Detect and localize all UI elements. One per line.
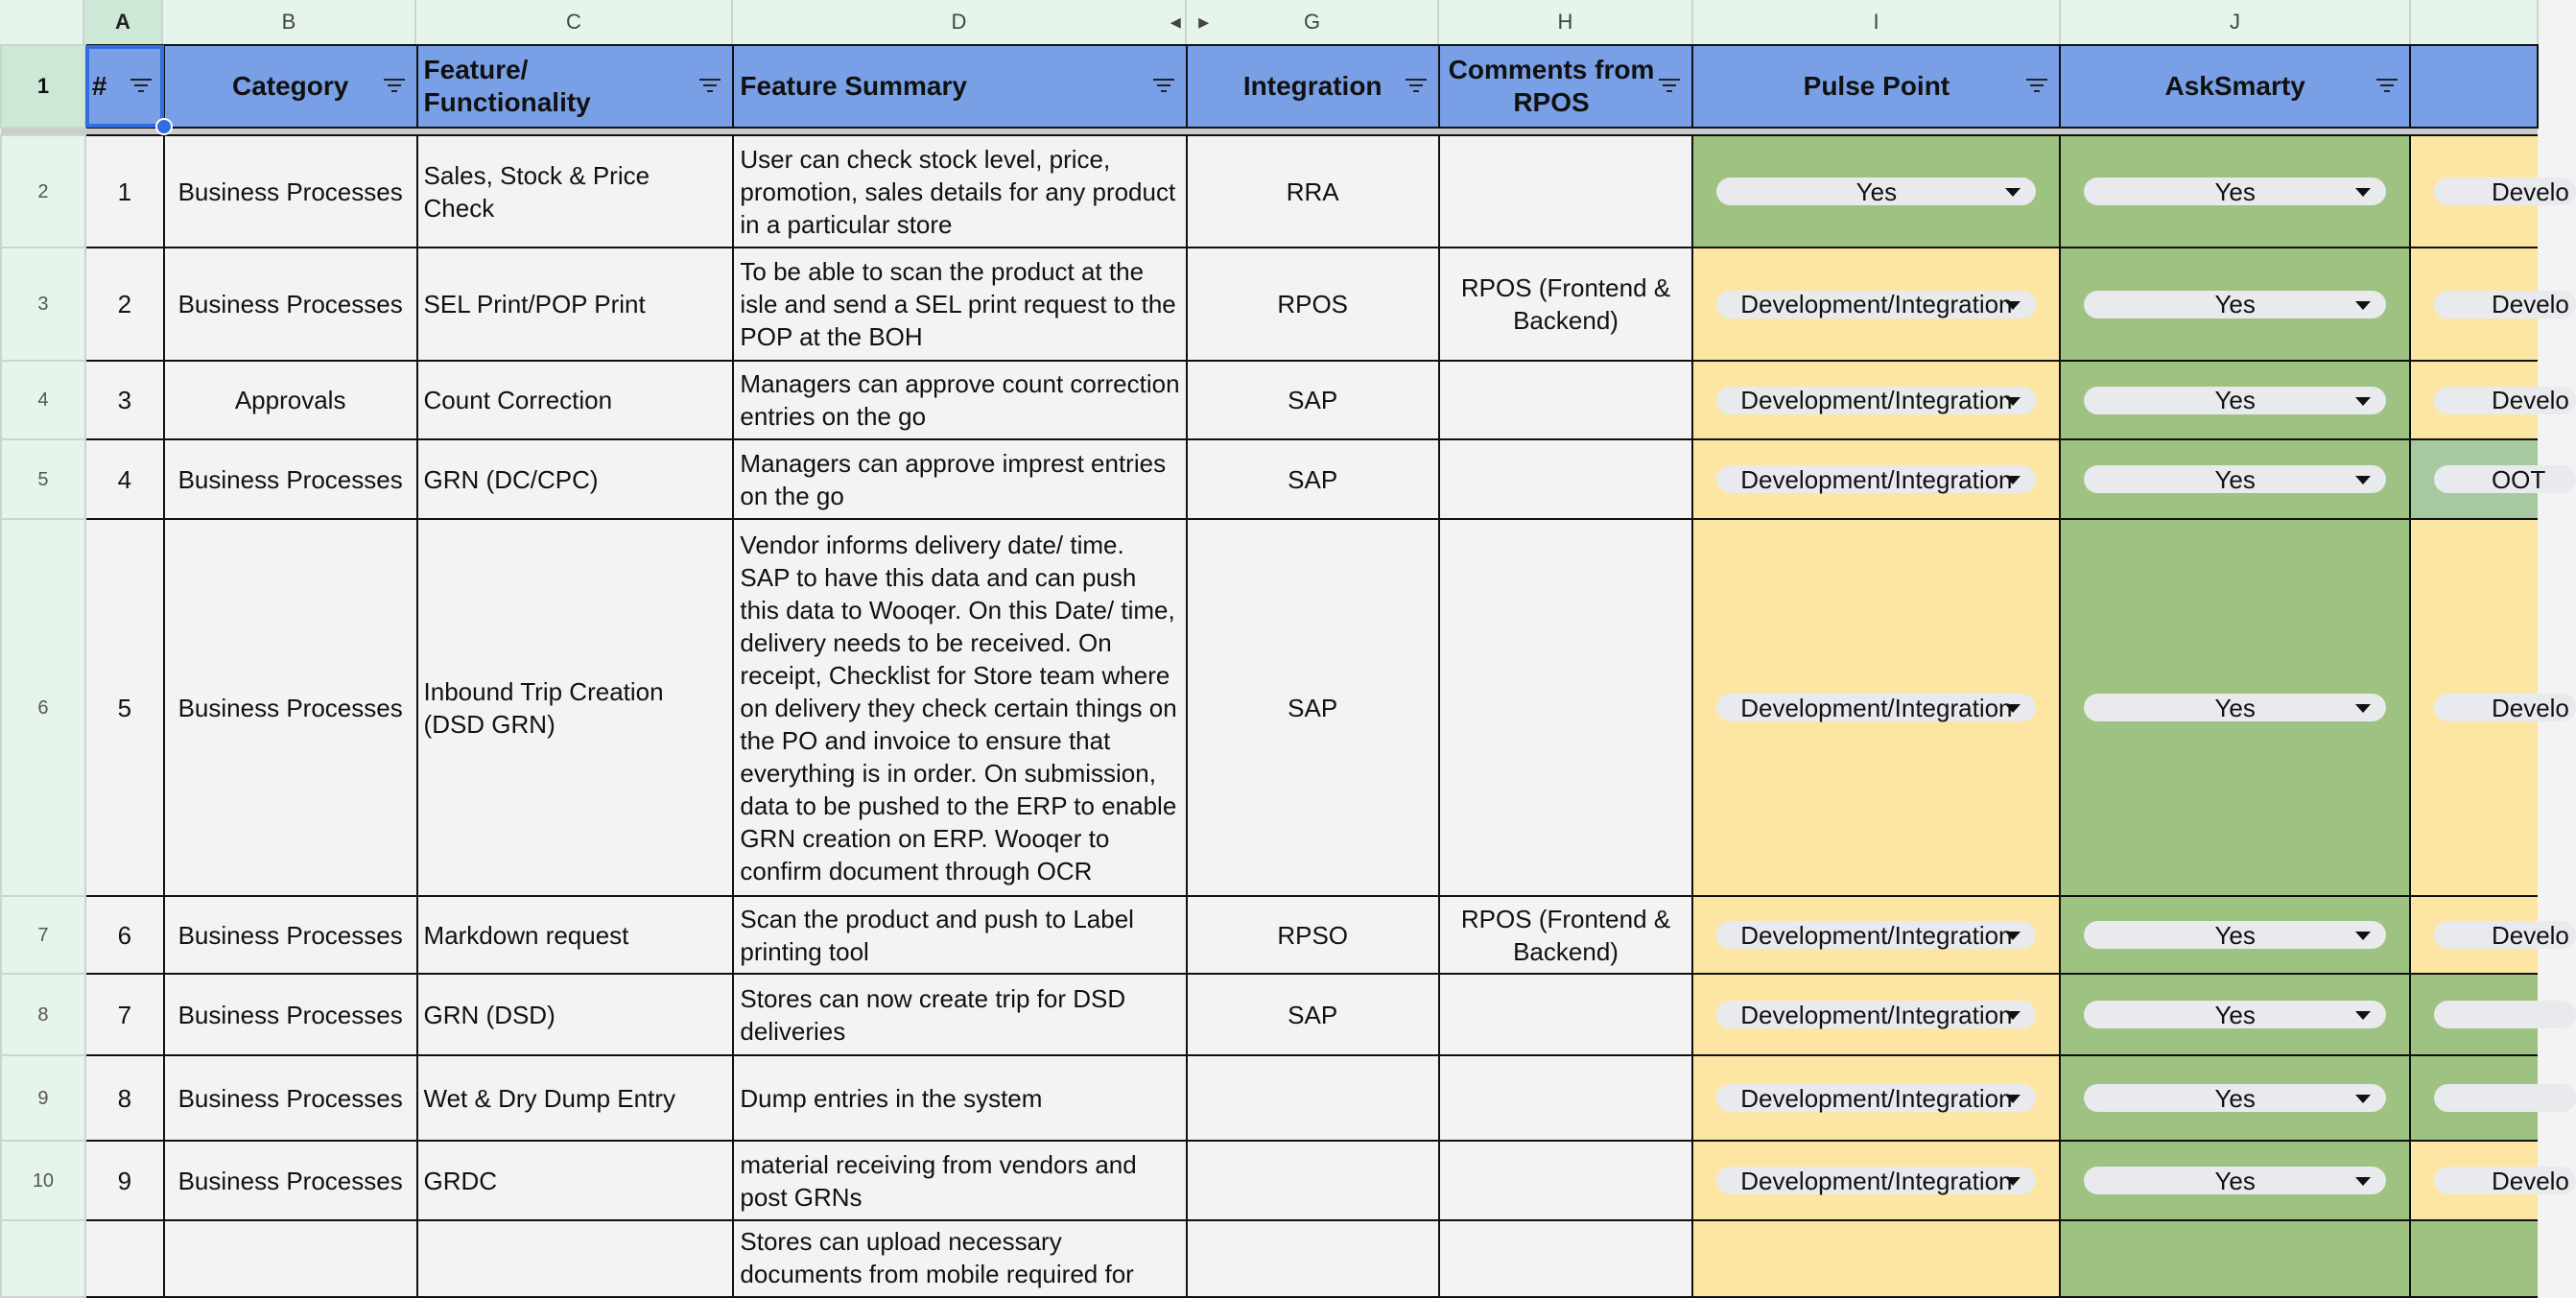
cell-comments-text: RPOS (Frontend & Backend)	[1460, 904, 1671, 966]
cell-asksmarty[interactable]	[2060, 1141, 2410, 1220]
frozen-divider[interactable]	[1, 128, 2538, 135]
cell-summary[interactable]	[733, 1055, 1186, 1141]
spreadsheet-grid	[0, 44, 2569, 1298]
column-header-d[interactable]: D	[733, 0, 1187, 44]
cell-feature-text: SEL Print/POP Print	[423, 290, 646, 319]
cell-number-text: 1	[117, 177, 132, 206]
cell-category-text: Approvals	[234, 386, 346, 414]
cell-comments[interactable]	[1439, 1220, 1693, 1297]
row-number[interactable]	[1, 248, 85, 361]
dropdown-chip[interactable]	[2434, 694, 2576, 721]
cell-category-text: Business Processes	[177, 1166, 403, 1195]
dropdown-value: Develo	[2491, 1166, 2569, 1195]
dropdown-arrow-icon[interactable]	[2005, 1095, 2021, 1103]
dropdown-value: Yes	[2214, 1000, 2256, 1029]
cell-category-text: Business Processes	[177, 693, 403, 722]
cell-asksmarty[interactable]	[2060, 135, 2410, 248]
cell-pulse-point[interactable]	[1692, 439, 2060, 519]
header-cell-comments[interactable]	[1439, 45, 1693, 128]
cell-asksmarty[interactable]	[2060, 361, 2410, 439]
dropdown-chip[interactable]	[1716, 177, 2036, 205]
dropdown-chip[interactable]	[2434, 291, 2576, 319]
cell-integration[interactable]	[1187, 1055, 1439, 1141]
dropdown-arrow-icon[interactable]	[2355, 1177, 2371, 1186]
cell-integration-text: SAP	[1288, 464, 1338, 494]
row-number-text: 3	[37, 294, 49, 315]
dropdown-value: Development/Integration	[1740, 1166, 2013, 1195]
cell-next-column[interactable]	[2410, 1220, 2538, 1297]
cell-number[interactable]	[85, 1055, 164, 1141]
cell-number-text: 3	[117, 386, 132, 414]
dropdown-arrow-icon[interactable]	[2005, 1177, 2021, 1186]
cell-summary-text: User can check stock level, price, promotion, sales details for any product in a particular store	[740, 144, 1176, 239]
dropdown-value: Develo	[2491, 693, 2569, 722]
header-label: Integration	[1242, 71, 1383, 101]
dropdown-arrow-icon[interactable]	[2005, 704, 2021, 713]
dropdown-chip[interactable]	[1716, 387, 2036, 414]
table-row	[1, 1141, 2538, 1220]
cell-feature[interactable]	[417, 439, 734, 519]
dropdown-chip[interactable]	[2084, 1001, 2386, 1028]
cell-feature[interactable]	[417, 974, 734, 1055]
header-label: Feature/ Functionality	[423, 55, 591, 117]
column-header-b[interactable]: B	[163, 0, 416, 44]
dropdown-value: Development/Integration	[1740, 693, 2013, 722]
dropdown-chip[interactable]	[2084, 921, 2386, 949]
row-number-text: 10	[32, 1169, 55, 1192]
cell-pulse-point[interactable]	[1692, 361, 2060, 439]
dropdown-arrow-icon[interactable]	[2355, 476, 2371, 484]
dropdown-chip[interactable]	[2084, 694, 2386, 721]
dropdown-value: Yes	[2214, 1166, 2256, 1195]
dropdown-chip[interactable]	[2434, 177, 2576, 205]
cell-number[interactable]	[85, 519, 164, 896]
cell-summary-text: Vendor informs delivery date/ time. SAP to have this data and can push this data to Wooqer. On this Date/ time, delivery needs to be received. On receipt, Checklist for Store team where on delivery they check certain things on the PO and invoice to ensure that everything is in order. On submission, data to be pushed to the ERP to enable GRN creation on ERP. Wooqer to confirm document through OCR	[740, 530, 1177, 885]
cell-feature[interactable]	[417, 1055, 734, 1141]
cell-comments-text: RPOS (Frontend & Backend)	[1460, 273, 1671, 335]
cell-asksmarty[interactable]	[2060, 519, 2410, 896]
cell-feature-text: Wet & Dry Dump Entry	[423, 1083, 675, 1113]
cell-summary-text: Dump entries in the system	[740, 1083, 1043, 1113]
cell-comments[interactable]	[1439, 439, 1693, 519]
cell-feature-text: GRN (DSD)	[423, 1000, 555, 1029]
row-number[interactable]	[1, 1220, 85, 1297]
cell-category[interactable]	[164, 1141, 417, 1220]
cell-summary-text: To be able to scan the product at the isle and send a SEL print request to the POP at the BOH	[740, 257, 1176, 351]
cell-integration[interactable]	[1187, 519, 1439, 896]
column-header-g[interactable]: G	[1187, 0, 1439, 44]
cell-category-text: Business Processes	[177, 177, 403, 206]
dropdown-arrow-icon[interactable]	[2005, 301, 2021, 310]
header-cell-feature[interactable]	[417, 45, 734, 128]
cell-number-text: 9	[117, 1166, 132, 1195]
row-number[interactable]	[1, 1055, 85, 1141]
dropdown-value: Yes	[2214, 386, 2256, 414]
header-label: Feature Summary	[740, 71, 967, 101]
cell-integration[interactable]	[1187, 361, 1439, 439]
cell-comments[interactable]	[1439, 896, 1693, 974]
cell-feature-text: Sales, Stock & Price Check	[423, 160, 650, 223]
row-number[interactable]	[1, 974, 85, 1055]
dropdown-value: Development/Integration	[1740, 464, 2013, 494]
row-number[interactable]	[1, 1141, 85, 1220]
cell-summary[interactable]	[733, 439, 1186, 519]
dropdown-value: Development/Integration	[1740, 1000, 2013, 1029]
cell-number[interactable]	[85, 1141, 164, 1220]
dropdown-arrow-icon[interactable]	[2355, 188, 2371, 197]
header-cell-next[interactable]	[2410, 45, 2538, 128]
column-header-k[interactable]	[2411, 0, 2539, 44]
cell-summary[interactable]	[733, 519, 1186, 896]
cell-category[interactable]	[164, 135, 417, 248]
filter-icon[interactable]	[382, 79, 407, 94]
cell-integration[interactable]	[1187, 1141, 1439, 1220]
cell-summary[interactable]	[733, 974, 1186, 1055]
header-cell-summary[interactable]	[733, 45, 1186, 128]
dropdown-chip[interactable]	[2434, 1084, 2576, 1112]
cell-integration[interactable]	[1187, 135, 1439, 248]
cell-integration[interactable]	[1187, 974, 1439, 1055]
dropdown-chip[interactable]	[2084, 387, 2386, 414]
dropdown-chip[interactable]	[2434, 387, 2576, 414]
cell-comments[interactable]	[1439, 974, 1693, 1055]
dropdown-value: Development/Integration	[1740, 920, 2013, 950]
cell-summary[interactable]	[733, 896, 1186, 974]
cell-feature[interactable]	[417, 896, 734, 974]
dropdown-chip[interactable]	[1716, 694, 2036, 721]
dropdown-arrow-icon[interactable]	[2005, 397, 2021, 406]
header-cell-number[interactable]	[85, 45, 164, 128]
dropdown-chip[interactable]	[2434, 465, 2576, 493]
cell-number-text: 8	[117, 1083, 132, 1113]
cell-asksmarty[interactable]	[2060, 974, 2410, 1055]
cell-feature-text: GRN (DC/CPC)	[423, 464, 599, 494]
dropdown-chip[interactable]	[1716, 1167, 2036, 1194]
cell-asksmarty[interactable]	[2060, 248, 2410, 361]
cell-number-text: 6	[117, 920, 132, 950]
selection-handle[interactable]	[155, 118, 173, 135]
header-label: Pulse Point	[1803, 71, 1950, 101]
cell-summary-text: Stores can now create trip for DSD deliveries	[740, 983, 1126, 1046]
dropdown-value: Develo	[2491, 386, 2569, 414]
dropdown-chip[interactable]	[2084, 465, 2386, 493]
header-cell-category[interactable]	[164, 45, 417, 128]
cell-category-text: Business Processes	[177, 920, 403, 950]
cell-next-column[interactable]	[2410, 135, 2569, 248]
row-number[interactable]	[1, 896, 85, 974]
row-number[interactable]	[1, 135, 85, 248]
cell-asksmarty[interactable]	[2060, 1220, 2410, 1297]
dropdown-arrow-icon[interactable]	[2355, 704, 2371, 713]
header-label: AskSmarty	[2164, 71, 2305, 101]
table-row	[1, 361, 2538, 439]
cell-number-text: 4	[117, 464, 132, 494]
header-cell-pulse-point[interactable]	[1692, 45, 2060, 128]
table-row	[1, 1220, 2538, 1297]
dropdown-arrow-icon[interactable]	[2355, 1095, 2371, 1103]
filter-icon[interactable]	[1404, 79, 1429, 94]
cell-category[interactable]	[164, 1220, 417, 1297]
cell-number[interactable]	[85, 361, 164, 439]
column-header-j[interactable]: J	[2061, 0, 2411, 44]
cell-next-column[interactable]	[2410, 1141, 2569, 1220]
cell-comments[interactable]	[1439, 135, 1693, 248]
cell-next-column[interactable]	[2410, 519, 2569, 896]
cell-integration[interactable]	[1187, 1220, 1439, 1297]
filter-icon[interactable]	[697, 79, 722, 94]
cell-summary-text: Stores can upload necessary documents from mobile required for	[740, 1227, 1134, 1288]
cell-pulse-point[interactable]	[1692, 974, 2060, 1055]
cell-integration-text: SAP	[1288, 693, 1338, 722]
header-label: #	[91, 71, 107, 101]
cell-integration-text: RPSO	[1277, 920, 1349, 950]
cell-summary-text: Managers can approve imprest entries on the go	[740, 448, 1167, 510]
cell-feature[interactable]	[417, 1220, 734, 1297]
cell-comments[interactable]	[1439, 1141, 1693, 1220]
cell-pulse-point[interactable]	[1692, 248, 2060, 361]
column-header-h[interactable]: H	[1439, 0, 1693, 44]
cell-integration-text: RPOS	[1277, 290, 1349, 319]
dropdown-arrow-icon[interactable]	[2355, 1011, 2371, 1020]
cell-pulse-point[interactable]	[1692, 519, 2060, 896]
dropdown-value: Yes	[1855, 177, 1898, 206]
dropdown-arrow-icon[interactable]	[2005, 932, 2021, 940]
cell-comments[interactable]	[1439, 519, 1693, 896]
header-cell-asksmarty[interactable]	[2060, 45, 2410, 128]
cell-summary-text: material receiving from vendors and post GRNs	[740, 1149, 1137, 1212]
cell-integration[interactable]	[1187, 896, 1439, 974]
dropdown-arrow-icon[interactable]	[2005, 1011, 2021, 1020]
table-row	[1, 1055, 2538, 1141]
hidden-columns-toggle[interactable]: ◂ ▸	[1170, 10, 1210, 34]
filter-icon[interactable]	[2375, 79, 2399, 94]
cell-comments[interactable]	[1439, 361, 1693, 439]
column-header-a[interactable]: A	[84, 0, 163, 44]
cell-category-text: Business Processes	[177, 464, 403, 494]
cell-feature[interactable]	[417, 361, 734, 439]
dropdown-chip[interactable]	[2434, 1001, 2576, 1028]
dropdown-arrow-icon[interactable]	[2005, 188, 2021, 197]
cell-feature[interactable]	[417, 135, 734, 248]
table-row	[1, 896, 2538, 974]
dropdown-arrow-icon[interactable]	[2005, 476, 2021, 484]
row-number-text: 5	[37, 468, 49, 490]
cell-category[interactable]	[164, 439, 417, 519]
cell-category-text: Business Processes	[177, 1083, 403, 1113]
cell-category[interactable]	[164, 248, 417, 361]
dropdown-chip[interactable]	[1716, 465, 2036, 493]
cell-category[interactable]	[164, 896, 417, 974]
cell-number[interactable]	[85, 1220, 164, 1297]
filter-icon[interactable]	[1657, 79, 1682, 94]
dropdown-chip[interactable]	[1716, 291, 2036, 319]
cell-asksmarty[interactable]	[2060, 896, 2410, 974]
column-header-bar	[0, 0, 2539, 46]
dropdown-value: Yes	[2214, 920, 2256, 950]
dropdown-value: Yes	[2214, 177, 2256, 206]
cell-summary[interactable]	[733, 1220, 1186, 1297]
dropdown-value: OOT	[2491, 464, 2546, 494]
cell-integration-text: RRA	[1286, 177, 1339, 206]
row-number[interactable]	[1, 361, 85, 439]
cell-summary[interactable]	[733, 135, 1186, 248]
dropdown-chip[interactable]	[2434, 921, 2576, 949]
header-label: Comments from RPOS	[1448, 55, 1655, 117]
column-header-c[interactable]: C	[416, 0, 733, 44]
dropdown-chip[interactable]	[2084, 1084, 2386, 1112]
dropdown-value: Yes	[2214, 464, 2256, 494]
cell-category-text: Business Processes	[177, 290, 403, 319]
cell-pulse-point[interactable]	[1692, 1220, 2060, 1297]
cell-integration-text: SAP	[1288, 386, 1338, 414]
dropdown-arrow-icon[interactable]	[2355, 301, 2371, 310]
cell-next-column[interactable]	[2410, 896, 2569, 974]
filter-icon[interactable]	[129, 79, 154, 94]
cell-number[interactable]	[85, 135, 164, 248]
cell-summary-text: Managers can approve count correction entries on the go	[740, 369, 1180, 431]
cell-summary[interactable]	[733, 248, 1186, 361]
cell-next-column[interactable]	[2410, 1055, 2538, 1141]
cell-integration-text: SAP	[1288, 1000, 1338, 1029]
dropdown-chip[interactable]	[1716, 1084, 2036, 1112]
cell-next-column[interactable]	[2410, 361, 2569, 439]
cell-comments[interactable]	[1439, 248, 1693, 361]
cell-pulse-point[interactable]	[1692, 896, 2060, 974]
dropdown-value: Yes	[2214, 693, 2256, 722]
column-header-i[interactable]: I	[1693, 0, 2061, 44]
row-number-text: 2	[37, 180, 49, 202]
dropdown-chip[interactable]	[2084, 1167, 2386, 1194]
cell-number-text: 2	[117, 290, 132, 319]
cell-pulse-point[interactable]	[1692, 1055, 2060, 1141]
row-number-text: 4	[37, 389, 49, 411]
cell-category[interactable]	[164, 1055, 417, 1141]
cell-next-column[interactable]	[2410, 248, 2569, 361]
cell-number[interactable]	[85, 974, 164, 1055]
cell-feature[interactable]	[417, 519, 734, 896]
cell-pulse-point[interactable]	[1692, 1141, 2060, 1220]
dropdown-arrow-icon[interactable]	[2355, 397, 2371, 406]
cell-category[interactable]	[164, 519, 417, 896]
cell-integration[interactable]	[1187, 439, 1439, 519]
table-row	[1, 519, 2538, 896]
dropdown-value: Yes	[2214, 1083, 2256, 1113]
cell-pulse-point[interactable]	[1692, 135, 2060, 248]
dropdown-chip[interactable]	[2084, 291, 2386, 319]
row-number-text: 6	[37, 696, 49, 719]
dropdown-chip[interactable]	[1716, 1001, 2036, 1028]
cell-next-column[interactable]	[2410, 974, 2538, 1055]
row-number[interactable]: 1	[1, 45, 85, 128]
cell-next-column[interactable]	[2410, 439, 2546, 519]
cell-category[interactable]	[164, 974, 417, 1055]
cell-number[interactable]	[85, 439, 164, 519]
cell-feature-text: Count Correction	[423, 386, 613, 414]
table-row	[1, 974, 2538, 1055]
cell-feature[interactable]	[417, 248, 734, 361]
select-all-corner[interactable]	[0, 0, 84, 44]
cell-comments[interactable]	[1439, 1055, 1693, 1141]
dropdown-value: Development/Integration	[1740, 386, 2013, 414]
cell-feature-text: Markdown request	[423, 920, 629, 950]
cell-number-text: 7	[117, 1000, 132, 1029]
cell-feature-text: GRDC	[423, 1166, 498, 1195]
header-row	[1, 45, 2538, 128]
cell-asksmarty[interactable]	[2060, 1055, 2410, 1141]
dropdown-value: Yes	[2214, 290, 2256, 319]
dropdown-chip[interactable]	[1716, 921, 2036, 949]
row-number[interactable]	[1, 519, 85, 896]
cell-number[interactable]	[85, 896, 164, 974]
row-number-text: 9	[37, 1087, 49, 1109]
cell-integration[interactable]	[1187, 248, 1439, 361]
cell-asksmarty[interactable]	[2060, 439, 2410, 519]
filter-icon[interactable]	[1151, 79, 1176, 94]
table-row	[1, 248, 2538, 361]
dropdown-value: Develo	[2491, 920, 2569, 950]
row-number-text: 8	[37, 1003, 49, 1026]
dropdown-value: Develo	[2491, 177, 2569, 206]
cell-feature-text: Inbound Trip Creation (DSD GRN)	[423, 676, 664, 739]
table-row	[1, 135, 2538, 248]
cell-feature[interactable]	[417, 1141, 734, 1220]
dropdown-value: Development/Integration	[1740, 1083, 2013, 1113]
row-number[interactable]	[1, 439, 85, 519]
header-cell-integration[interactable]	[1187, 45, 1439, 128]
cell-summary[interactable]	[733, 1141, 1186, 1220]
cell-summary-text: Scan the product and push to Label printing tool	[740, 904, 1134, 966]
cell-number-text: 5	[117, 693, 132, 722]
dropdown-chip[interactable]	[2434, 1167, 2576, 1194]
filter-icon[interactable]	[2024, 79, 2049, 94]
cell-category-text: Business Processes	[177, 1000, 403, 1029]
dropdown-arrow-icon[interactable]	[2355, 932, 2371, 940]
cell-category[interactable]	[164, 361, 417, 439]
cell-number[interactable]	[85, 248, 164, 361]
header-label: Category	[231, 71, 349, 101]
table-row	[1, 439, 2538, 519]
dropdown-chip[interactable]	[2084, 177, 2386, 205]
dropdown-value: Develo	[2491, 290, 2569, 319]
cell-summary[interactable]	[733, 361, 1186, 439]
dropdown-value: Development/Integration	[1740, 290, 2013, 319]
row-number-text: 7	[37, 924, 49, 946]
